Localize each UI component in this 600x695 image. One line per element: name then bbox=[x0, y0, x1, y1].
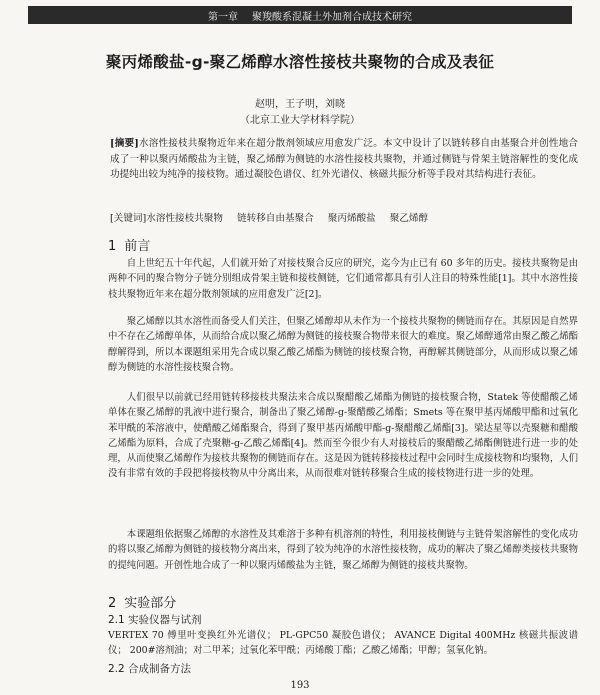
section-number: 2 bbox=[108, 596, 117, 611]
section-title: 实验部分 bbox=[124, 596, 177, 611]
keywords-label: [关键词] bbox=[110, 213, 147, 224]
page-number: 193 bbox=[290, 680, 310, 691]
subsection-heading bbox=[108, 661, 191, 676]
subsection-title: 实验仪器与试剂 bbox=[128, 614, 202, 626]
body-paragraph: 聚乙烯醇以其水溶性而备受人们关注，但聚乙烯醇却从未作为一个接枝共聚物的侧链而存在。其原因是自然界中不存在乙烯醇单体，从而给合成以聚乙烯醇为侧链的接枝聚合物带来很大的难度。聚乙烯醇通常由聚乙酸乙烯酯醇解得到，所以本课题组采用先合成以聚乙酸乙烯酯为侧链的接枝聚合物，再醇解其侧链部分，从而形成以聚乙烯醇为侧链的水溶性接枝聚合物。 bbox=[108, 316, 578, 373]
running-title: 聚羧酸系混凝土外加剂合成技术研究 bbox=[252, 11, 412, 23]
article-title: 聚丙烯酸盐-g-聚乙烯醇水溶性接枝共聚物的合成及表征 bbox=[105, 53, 495, 71]
keyword: 链转移自由基聚合 bbox=[237, 213, 314, 224]
authors: 赵明，王子明，刘晓 bbox=[255, 99, 345, 110]
subsection-title: 合成制备方法 bbox=[128, 663, 192, 675]
abstract-label: [摘要] bbox=[110, 138, 139, 149]
chapter-label: 第一章 bbox=[208, 11, 238, 23]
keyword: 水溶性接枝共聚物 bbox=[146, 213, 224, 224]
body-paragraph: 自上世纪五十年代起，人们就开始了对接枝聚合反应的研究，迄今为止已有 60 多年的历史。接枝共聚物是由两种不同的聚合物分子链分别组成骨架主链和接枝侧链，它们通常都具有引人注目的特殊性能[1]。其中水溶性接枝共聚物近年来在超分散剂领域的应用愈发广泛[2]。 bbox=[108, 258, 578, 300]
affiliation: （北京工业大学材料学院） bbox=[240, 115, 360, 126]
keywords bbox=[110, 211, 578, 226]
section-heading-2 bbox=[108, 592, 176, 611]
keyword: 聚乙烯醇 bbox=[389, 213, 429, 224]
abstract bbox=[110, 136, 578, 183]
instruments-paragraph: VERTEX 70 傅里叶变换红外光谱仪； PL-GPC50 凝胶色谱仪； AVANCE Digital 400MHz 核磁共振波谱仪； 200#溶剂油；对二甲苯；过氧化苯甲酰；丙烯酸丁酯；乙酸乙烯酯；甲醇；氢氧化钠。 bbox=[108, 630, 578, 657]
subsection-number: 2.1 bbox=[108, 614, 125, 626]
section-number: 1 bbox=[108, 239, 117, 254]
subsection-number: 2.2 bbox=[108, 663, 125, 675]
body-paragraph: 本课题组依据聚乙烯醇的水溶性及其难溶于多种有机溶剂的特性，利用接枝侧链与主链骨架溶解性的变化成功的将以聚乙烯醇为侧链的接枝物分离出来，得到了较为纯净的水溶性接枝物，成功的解决了聚乙烯醇类接枝共聚物的提纯问题。开创性地合成了一种以聚丙烯酸盐为主链，聚乙烯醇为侧链的接枝共聚物。 bbox=[108, 529, 578, 571]
running-header bbox=[28, 6, 572, 24]
abstract-text: 水溶性接枝共聚物近年来在超分散剂领域应用愈发广泛。本文中设计了以链转移自由基聚合并创性地合成了一种以聚丙烯酸盐为主链，聚乙烯醇为侧链的水溶性接枝共聚物，并通过侧链与骨架主链溶解性的变化成功提纯出较为纯净的接枝物。通过凝胶色谱仪、红外光谱仪、核磁共振分析等手段对其结构进行表征。 bbox=[110, 138, 578, 180]
section-heading-1 bbox=[108, 235, 150, 254]
section-title: 前言 bbox=[124, 239, 151, 254]
keyword: 聚丙烯酸盐 bbox=[327, 213, 376, 224]
body-paragraph: 人们很早以前就已经用链转移接枝共聚法来合成以聚醋酸乙烯酯为侧链的接枝聚合物，Statek 等使醋酸乙烯单体在聚乙烯醇的乳液中进行聚合，制备出了聚乙烯醇-g-聚醋酸乙烯酯；Smets 等在聚甲基丙烯酸甲酯和过氧化苯甲酰的苯溶液中，使醋酸乙烯酯聚合，得到了聚甲基丙烯酸甲酯-g-聚醋酸乙烯酯[3]。梁达星等以壳聚糖和醋酸乙烯酯为原料，合成了壳聚糖-g-乙酸乙烯酯[4]。然而至今很少有人对接枝后的聚醋酸乙烯酯侧链进行进一步的处理，从而使聚乙烯醇作为接枝共聚物的侧链而存在。这是因为链转移接枝过程中会同时生成接枝物和均聚物，人们没有非常有效的手段把将接枝物从中分离出来，从而很难对链转移聚合生成的接枝物进行进一步的处理。 bbox=[108, 392, 578, 480]
subsection-heading bbox=[108, 612, 202, 627]
